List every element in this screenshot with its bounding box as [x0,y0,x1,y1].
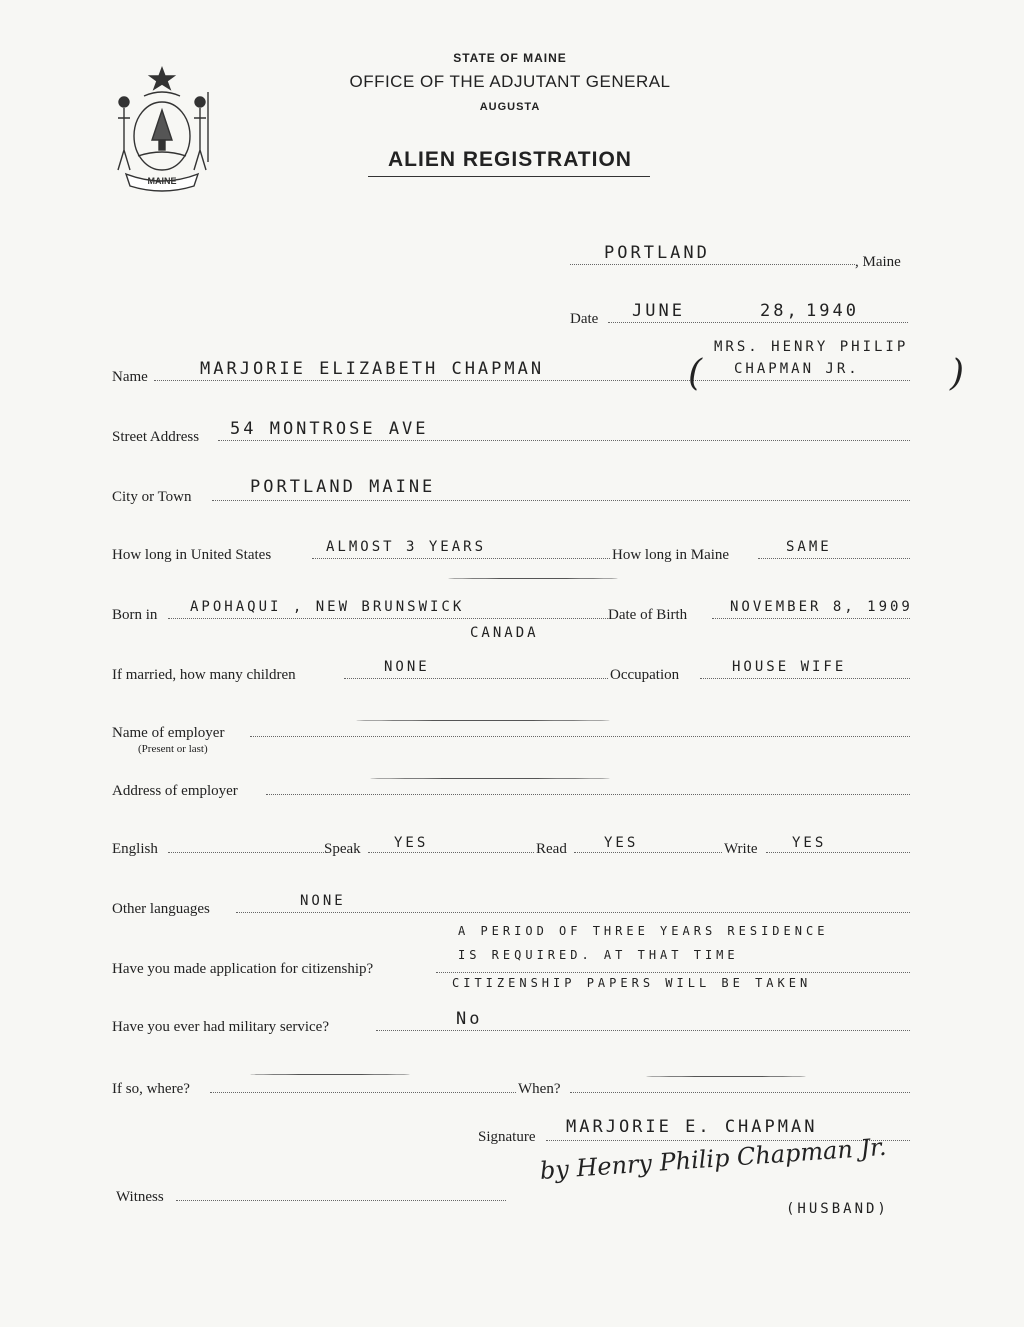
date-day-value: 28, [760,301,800,321]
how-long-us-line [312,558,610,559]
when-line [570,1092,910,1093]
born-in-value: APOHAQUI , NEW BRUNSWICK [190,599,465,615]
how-long-maine-label: How long in Maine [612,547,730,563]
witness-label: Witness [116,1189,164,1205]
employer-address-dash-mark [370,778,610,779]
other-languages-value: NONE [300,893,346,909]
name-value: MARJORIE ELIZABETH CHAPMAN [200,359,545,379]
where-line [210,1092,516,1093]
name-alt-line2: CHAPMAN JR. [734,361,860,377]
english-label: English [112,841,158,857]
signature-value: MARJORIE E. CHAPMAN [566,1117,818,1137]
how-long-maine-line [758,558,910,559]
born-country-value: CANADA [470,625,539,641]
read-line [574,852,722,853]
speak-label: Speak [324,841,361,857]
signature-by-value: by Henry Philip Chapman Jr. [539,1132,888,1185]
date-line [608,322,908,323]
citizenship-value-line1: A PERIOD OF THREE YEARS RESIDENCE [458,924,829,938]
name-alt-line1: MRS. HENRY PHILIP [714,339,909,355]
state-of-maine-seal-icon [108,62,216,192]
witness-line [176,1200,506,1201]
street-label: Street Address [112,429,200,445]
date-of-birth-line [712,618,910,619]
place-value: PORTLAND [604,243,710,263]
write-label: Write [724,841,758,857]
street-value: 54 MONTROSE AVE [230,419,429,439]
children-label: If married, how many children [112,667,296,683]
name-paren-open: ( [688,353,703,394]
other-languages-label: Other languages [112,901,210,917]
citizenship-value-line2: IS REQUIRED. AT THAT TIME [458,948,739,962]
where-dash-mark [250,1074,410,1075]
children-line [344,678,608,679]
how-long-us-value: ALMOST 3 YEARS [326,539,487,555]
occupation-line [700,678,910,679]
maine-label: , Maine [855,254,901,270]
employer-label: Name of employer [112,725,225,741]
city-line [212,500,910,501]
date-year-value: 1940 [806,301,859,321]
header-city: AUGUSTA [479,101,541,113]
employer-dash-mark [356,720,610,721]
speak-line [368,852,534,853]
street-line [218,440,910,441]
name-paren-close: ) [950,353,965,394]
title-underline [368,176,650,177]
how-long-us-label: How long in United States [112,547,272,563]
other-languages-line [236,912,910,913]
military-line [376,1030,910,1031]
military-value: No [456,1009,483,1029]
underline-mark [448,578,618,579]
city-value: PORTLAND MAINE [250,477,436,497]
place-line [570,264,855,265]
employer-address-line [266,794,910,795]
date-of-birth-value: NOVEMBER 8, 1909 [730,599,913,615]
header-state: STATE OF MAINE [453,51,567,65]
name-label: Name [112,369,148,385]
employer-line [250,736,910,737]
seal-ribbon-text: MAINE [147,176,177,186]
employer-address-label: Address of employer [112,783,238,799]
header-office: OFFICE OF THE ADJUTANT GENERAL [349,72,671,91]
write-value: YES [792,835,827,851]
born-in-line [168,618,608,619]
military-label: Have you ever had military service? [112,1019,329,1035]
born-in-label: Born in [112,607,158,623]
employer-note: (Present or last) [138,743,208,755]
speak-value: YES [394,835,429,851]
read-value: YES [604,835,639,851]
occupation-label: Occupation [610,667,680,683]
occupation-value: HOUSE WIFE [732,659,847,675]
form-title: ALIEN REGISTRATION [388,148,632,171]
where-label: If so, where? [112,1081,190,1097]
signature-label: Signature [478,1129,536,1145]
name-line [154,380,910,381]
when-dash-mark [646,1076,806,1077]
date-month-value: JUNE [632,301,685,321]
when-label: When? [518,1081,561,1097]
citizenship-value-line3: CITIZENSHIP PAPERS WILL BE TAKEN [452,976,812,990]
read-label: Read [536,841,567,857]
city-label: City or Town [112,489,192,505]
citizenship-line [436,972,910,973]
date-of-birth-label: Date of Birth [608,607,688,623]
how-long-maine-value: SAME [786,539,832,555]
citizenship-label: Have you made application for citizenship? [112,961,374,977]
date-label: Date [570,311,599,327]
children-value: NONE [384,659,430,675]
signature-note-value: (HUSBAND) [786,1201,889,1217]
english-line [168,852,324,853]
write-line [766,852,910,853]
